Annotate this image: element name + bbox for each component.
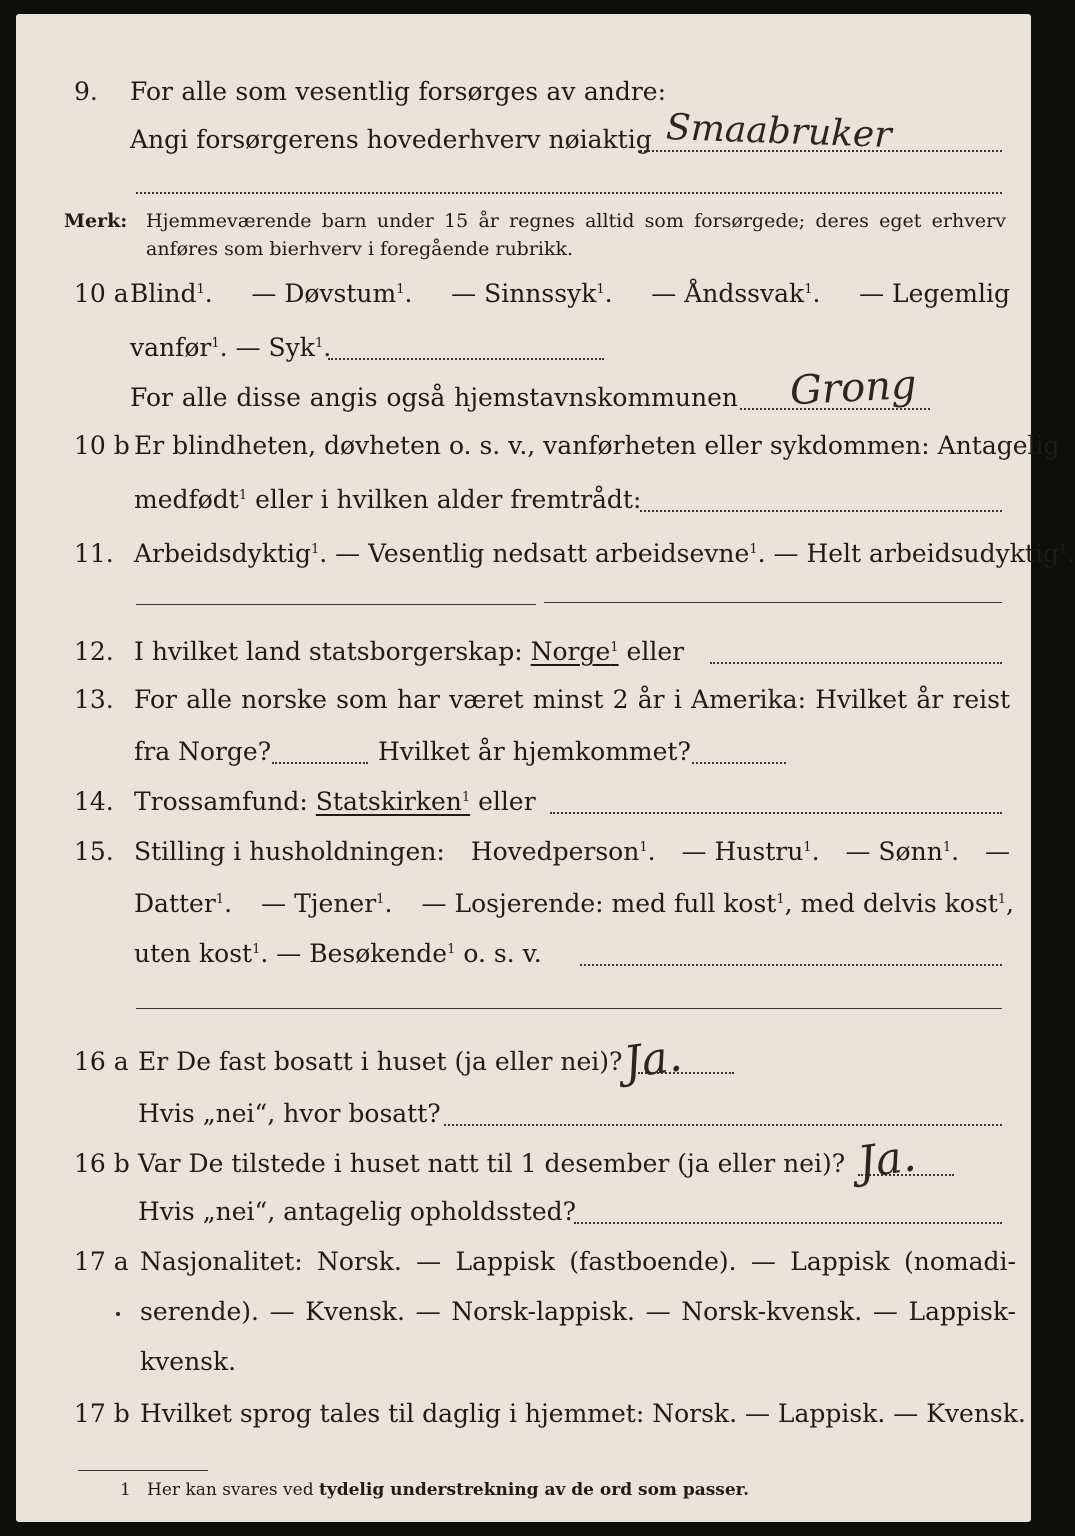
- q17a-row2: [16, 1292, 1031, 1332]
- q17b-line1: Hvilket sprog tales til daglig i hjemmet: Norsk. — Lappisk. — Kvensk.: [140, 1399, 1026, 1428]
- q10a-syk-line: [328, 358, 604, 360]
- q16a-bosatt-line: [444, 1124, 1002, 1126]
- q14-row: [16, 782, 1031, 822]
- q12-norge-underlined: Norge$^1$: [530, 637, 619, 666]
- q11-line: Arbeidsdyktig$^1$. — Vesentlig nedsatt arbeidsevne$^1$. — Helt arbeidsudyktig$^1$.: [134, 539, 1075, 568]
- census-form-page: [16, 14, 1075, 1522]
- merk-note-row1: [16, 206, 1031, 236]
- q9-row1: [16, 72, 1031, 112]
- q12-number: 12.: [74, 637, 114, 666]
- q16b-row1: [16, 1130, 1031, 1189]
- merk-label: Merk:: [64, 210, 128, 232]
- q11-rule-left: [136, 604, 536, 605]
- q10a-number: 10 a: [74, 279, 129, 308]
- q14-line: Trossamfund: Statskirken$^1$ eller: [134, 787, 536, 816]
- footnote-rule: [78, 1470, 208, 1471]
- footnote-text-a: Her kan svares ved: [147, 1480, 314, 1500]
- q15-hovedperson: Hovedperson$^1$.: [470, 837, 656, 866]
- q15-hustru: — Hustru$^1$.: [681, 837, 820, 866]
- q16b-row2: [16, 1192, 1031, 1232]
- q10a-blind: Blind$^1$.: [130, 279, 213, 308]
- q10a-row3: [16, 361, 1031, 418]
- footnote-text-b: tydelig understrekning av de ord som passer.: [318, 1480, 749, 1500]
- q16b-line2: Hvis „nei“, antagelig opholdssted?: [138, 1197, 577, 1226]
- q15-row1: [16, 832, 1031, 872]
- q13-hjemkommet-label: Hvilket år hjemkommet?: [378, 737, 691, 766]
- q16a-line1: Er De fast bosatt i huset (ja eller nei)?: [138, 1047, 623, 1076]
- q13-number: 13.: [74, 685, 114, 714]
- q9-line1: For alle som vesentlig forsørges av andre:: [130, 77, 666, 106]
- q16b-line1: Var De tilstede i huset natt til 1 desember (ja eller nei)?: [138, 1149, 846, 1178]
- q17a-row3: [16, 1342, 1031, 1382]
- q13-row1: [16, 680, 1031, 720]
- q13-hjemkommet-line: [692, 762, 786, 764]
- q13-line1: For alle norske som har været minst 2 år i Amerika: Hvilket år reist: [134, 685, 1010, 714]
- q17a-line1: Nasjonalitet: Norsk. — Lappisk (fastboende). — Lappisk (nomadi-: [140, 1247, 1016, 1276]
- q13-reist-label: fra Norge?: [134, 737, 272, 766]
- q13-row2: [16, 732, 1031, 772]
- q9-row2: [16, 107, 1031, 160]
- q10a-sinnssyk: — Sinnssyk$^1$.: [451, 279, 613, 308]
- q17a-line3: kvensk.: [140, 1347, 237, 1376]
- q17b-number: 17 b: [74, 1399, 130, 1428]
- q9-line2: Angi forsørgerens hovederhverv nøiaktig: [130, 125, 652, 154]
- q15-answer-line: [580, 964, 1002, 966]
- q10a-handwritten-answer: Grong: [788, 361, 918, 415]
- merk-note-row2: [16, 234, 1031, 264]
- q9-extra-line: [136, 192, 1002, 194]
- q11-row: [16, 534, 1075, 574]
- q16a-row1: [16, 1030, 1031, 1089]
- q11-rule-right: [544, 602, 1002, 603]
- q15-sonn: — Sønn$^1$.: [845, 837, 960, 866]
- q15-losjerende: — Losjerende: med full kost$^1$, med delvis kost$^1$,: [421, 889, 1014, 918]
- q16b-handwritten-answer: Ja.: [854, 1130, 920, 1189]
- q10b-line1: Er blindheten, døvheten o. s. v., vanførheten eller sykdommen: Antagelig: [134, 431, 1060, 460]
- q15-line1: [134, 832, 1010, 872]
- q15-stilling-label: Stilling i husholdningen:: [134, 837, 445, 866]
- q10b-answer-line: [640, 510, 1002, 512]
- q10b-number: 10 b: [74, 431, 130, 460]
- q12-answer-line: [710, 662, 1002, 664]
- footnote: [120, 1478, 749, 1502]
- q16a-row2: [16, 1094, 1031, 1134]
- q14-statskirken-underlined: Statskirken$^1$: [315, 787, 471, 816]
- q10a-line3: For alle disse angis også hjemstavnskommunen: [130, 383, 738, 412]
- q10a-andssvak: — Åndssvak$^1$.: [651, 279, 821, 308]
- q15-datter: Datter$^1$.: [134, 889, 233, 918]
- q10a-row1: [16, 274, 1031, 314]
- q15-line2: [134, 884, 1014, 924]
- q17a-line2: serende). — Kvensk. — Norsk-lappisk. — Norsk-kvensk. — Lappisk-: [140, 1297, 1016, 1326]
- q16b-number: 16 b: [74, 1149, 130, 1178]
- q16a-number: 16 a: [74, 1047, 129, 1076]
- q14-answer-line: [550, 812, 1002, 814]
- q15-row3: [16, 934, 1031, 974]
- q14-number: 14.: [74, 787, 114, 816]
- q10b-line2: medfødt$^1$ eller i hvilken alder fremtrådt:: [134, 485, 642, 514]
- q10a-line2: vanfør$^1$. — Syk$^1$.: [130, 333, 332, 362]
- q15-line3: uten kost$^1$. — Besøkende$^1$ o. s. v.: [134, 939, 542, 968]
- q12-line: I hvilket land statsborgerskap: Norge$^1$ eller: [134, 637, 685, 666]
- q10a-row2: [16, 328, 1031, 368]
- merk-line1: Hjemmeværende barn under 15 år regnes alltid som forsørgede; deres eget erhverv: [146, 210, 1006, 232]
- q15-row2: [16, 884, 1031, 924]
- q11-number: 11.: [74, 539, 114, 568]
- q15-rule: [136, 1008, 1002, 1009]
- q10a-line1: [130, 274, 1010, 314]
- merk-line2: anføres som bierhverv i foregående rubrikk.: [146, 238, 574, 260]
- q10a-legemlig: — Legemlig: [859, 279, 1010, 308]
- q17a-number: 17 a: [74, 1247, 129, 1276]
- q15-number: 15.: [74, 837, 114, 866]
- q17b-row: [16, 1394, 1031, 1434]
- q9-handwritten-answer: Smaabruker: [665, 107, 893, 156]
- q9-number: 9.: [74, 77, 98, 106]
- q10b-row2: [16, 480, 1031, 520]
- q15-dash: —: [985, 837, 1010, 866]
- q17a-row1: [16, 1242, 1031, 1282]
- q16b-opholdssted-line: [574, 1222, 1002, 1224]
- q15-tjener: — Tjener$^1$.: [261, 889, 393, 918]
- q10a-dovstum: — Døvstum$^1$.: [251, 279, 413, 308]
- q12-row: [16, 632, 1031, 672]
- q16a-handwritten-answer: Ja.: [620, 1030, 686, 1089]
- q10b-row1: [16, 426, 1060, 466]
- q16a-line2: Hvis „nei“, hvor bosatt?: [138, 1099, 441, 1128]
- footnote-mark: 1: [120, 1480, 131, 1500]
- q13-reist-line: [272, 762, 368, 764]
